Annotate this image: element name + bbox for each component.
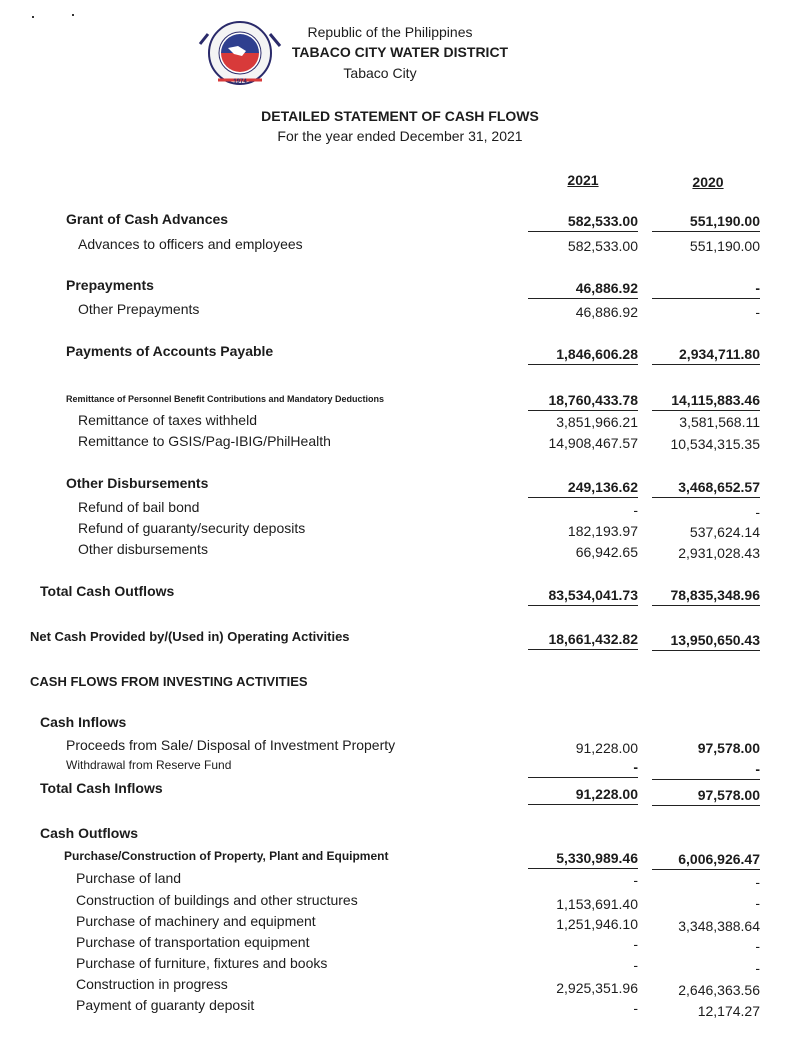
row-label: Net Cash Provided by/(Used in) Operating Activities [30,629,350,644]
row-label: Purchase of transportation equipment [76,934,310,950]
row-value-2021: 182,193.97 [567,523,638,539]
row-value-2021: 91,228.00 [575,740,638,756]
header-republic: Republic of the Philippines [307,24,473,40]
row-value-2021: - [528,759,638,778]
row-value-2021: 1,846,606.28 [528,346,638,365]
row-label: Remittance of taxes withheld [78,412,257,428]
row-value-2020: 551,190.00 [689,238,760,254]
row-value-2020: - [755,304,760,320]
row-label: Other Disbursements [66,475,209,491]
row-value-2021: 582,533.00 [567,238,638,254]
row-value-2021: 83,534,041.73 [528,587,638,606]
row-value-2020: - [652,280,760,299]
row-value-2020: 2,934,711.80 [652,346,760,365]
row-value-2020: 3,348,388.64 [678,918,760,934]
row-label: Grant of Cash Advances [66,211,229,227]
row-value-2020: 551,190.00 [652,213,760,232]
row-label: Refund of bail bond [78,499,200,515]
subsection-heading: Cash Inflows [40,714,127,730]
row-value-2020: 3,581,568.11 [679,414,760,430]
row-value-2020: 78,835,348.96 [652,587,760,606]
row-value-2020: 14,115,883.46 [652,392,760,411]
row-label: Remittance of Personnel Benefit Contributions and Mandatory Deductions [66,394,385,404]
row-value-2020: - [755,895,760,911]
scan-mark [32,16,34,18]
row-value-2021: 249,136.62 [528,479,638,498]
row-value-2020: - [755,938,760,954]
row-value-2020: - [755,960,760,976]
subsection-heading: Cash Outflows [40,825,139,841]
row-label: Other disbursements [78,541,208,557]
svg-text:1974: 1974 [233,79,247,85]
row-value-2020: 2,931,028.43 [678,545,760,561]
row-value-2021: 91,228.00 [528,786,638,805]
row-value-2021: - [633,936,638,952]
row-value-2021: 18,760,433.78 [528,392,638,411]
row-value-2021: - [633,1000,638,1016]
row-value-2020: - [755,874,760,890]
row-label: Purchase/Construction of Property, Plant and Equipment [64,849,389,863]
row-value-2021: 46,886.92 [528,280,638,299]
row-label: Withdrawal from Reserve Fund [66,758,232,772]
row-label: Purchase of furniture, fixtures and books [76,955,328,971]
row-value-2020: 10,534,315.35 [670,436,760,452]
row-value-2021: - [633,502,638,518]
row-label: Purchase of machinery and equipment [76,913,316,929]
row-label: Construction in progress [76,976,228,992]
row-label: Refund of guaranty/security deposits [78,520,306,536]
row-value-2020: - [755,504,760,520]
row-value-2020: - [652,761,760,780]
row-value-2021: 582,533.00 [528,213,638,232]
row-value-2021: 5,330,989.46 [528,850,638,869]
row-value-2020: 97,578.00 [652,787,760,806]
row-value-2021: 1,153,691.40 [556,896,638,912]
row-label: Purchase of land [76,870,182,886]
row-label: Remittance to GSIS/Pag-IBIG/PhilHealth [78,433,331,449]
row-value-2020: 12,174.27 [697,1003,760,1019]
row-value-2021: 1,251,946.10 [556,916,638,932]
column-header-2020: 2020 [692,174,724,190]
row-value-2020: 13,950,650.43 [652,632,760,651]
row-value-2021: 3,851,966.21 [556,414,638,430]
row-label: Advances to officers and employees [78,236,303,252]
row-value-2020: 537,624.14 [689,524,760,540]
row-label: Construction of buildings and other structures [76,892,358,908]
statement-subtitle: For the year ended December 31, 2021 [277,128,523,144]
row-value-2021: 2,925,351.96 [556,980,638,996]
header-organization: TABACO CITY WATER DISTRICT [291,44,509,60]
row-label: Other Prepayments [78,301,200,317]
row-value-2020: 6,006,926.47 [652,851,760,870]
row-value-2021: 46,886.92 [575,304,638,320]
row-value-2021: - [633,872,638,888]
row-label: Payments of Accounts Payable [66,343,274,359]
row-value-2021: 18,661,432.82 [528,631,638,650]
row-value-2020: 2,646,363.56 [678,982,760,998]
row-value-2020: 3,468,652.57 [652,479,760,498]
row-value-2020: 97,578.00 [697,740,760,756]
row-value-2021: 14,908,467.57 [548,435,638,451]
district-seal-logo [194,20,286,86]
row-label: Proceeds from Sale/ Disposal of Investment Property [66,737,396,753]
row-label: Payment of guaranty deposit [76,997,255,1013]
row-value-2021: - [633,957,638,973]
header-city: Tabaco City [343,65,417,81]
row-label: Total Cash Outflows [40,583,175,599]
row-value-2021: 66,942.65 [575,544,638,560]
row-label: Total Cash Inflows [40,780,163,796]
column-header-2021: 2021 [567,172,599,188]
section-heading: CASH FLOWS FROM INVESTING ACTIVITIES [30,674,308,689]
statement-title: DETAILED STATEMENT OF CASH FLOWS [261,108,539,124]
row-label: Prepayments [66,277,154,293]
scan-mark [72,14,74,16]
